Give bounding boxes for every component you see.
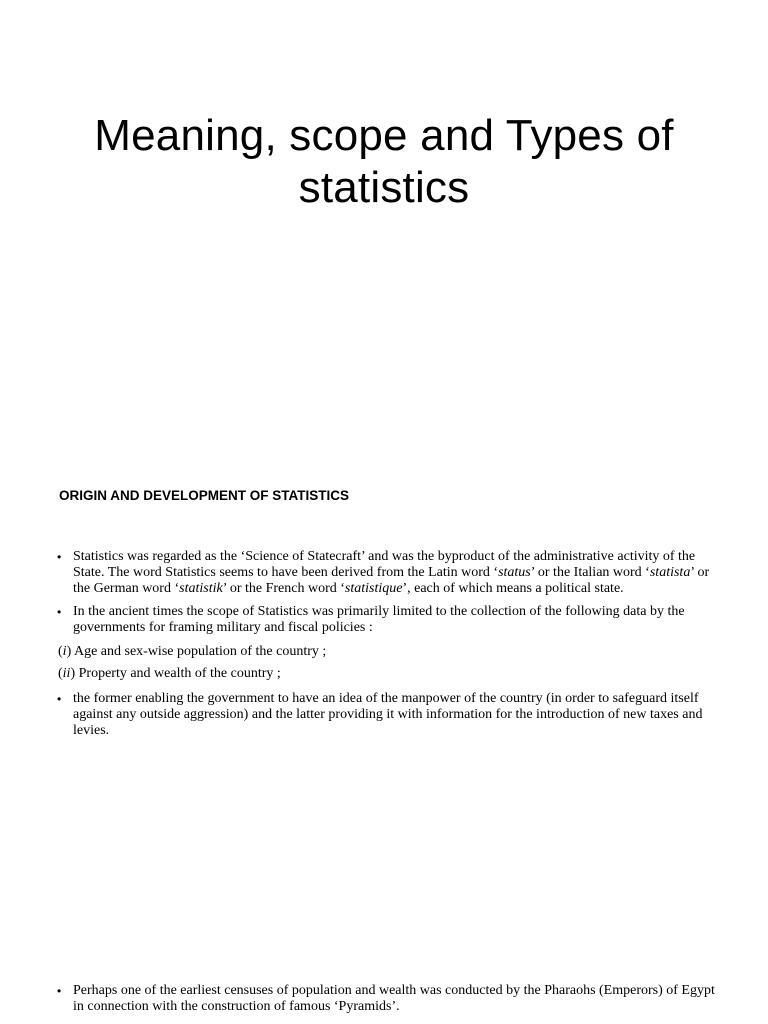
- bullet-icon: •: [57, 692, 62, 706]
- list-item-age-population: (i) Age and sex-wise population of the country ;: [58, 644, 327, 659]
- bullet-icon: •: [57, 984, 62, 998]
- title-line-1: Meaning, scope and Types of: [94, 111, 674, 160]
- bullet-text: the former enabling the government to have an idea of the manpower of the country (in order to safeguard itself against any outside aggression) and the latter providing it with information for the introduction of new taxes and levies.: [73, 691, 703, 738]
- bullet-text: Statistics was regarded as the ‘Science of Statecraft’ and was the byproduct of the administrative activity of the State. The word Statistics seems to have been derived from the Latin word ‘status’ or the Italian word ‘statista’ or the German word ‘statistik’ or the French word ‘statistique’, each of which means a political state.: [73, 549, 710, 596]
- title-line-2: statistics: [298, 163, 470, 212]
- bullet-text: In the ancient times the scope of Statistics was primarily limited to the collection of the following data by the governments for framing military and fiscal policies :: [73, 604, 685, 635]
- section-heading: ORIGIN AND DEVELOPMENT OF STATISTICS: [59, 488, 350, 503]
- bullet-icon: •: [57, 605, 62, 619]
- bullet-item-manpower: [57, 691, 717, 739]
- slide-title: [0, 110, 768, 214]
- bullet-text: Perhaps one of the earliest censuses of population and wealth was conducted by the Pharaohs (Emperors) of Egypt in connection with the construction of famous ‘Pyramids’.: [73, 983, 715, 1014]
- bullet-item-statecraft: [57, 549, 717, 597]
- bullet-icon: •: [57, 550, 62, 564]
- bullet-item-pharaohs: [57, 983, 717, 1015]
- bullet-item-ancient-scope: [57, 604, 717, 636]
- list-item-property-wealth: (ii) Property and wealth of the country ;: [58, 666, 281, 681]
